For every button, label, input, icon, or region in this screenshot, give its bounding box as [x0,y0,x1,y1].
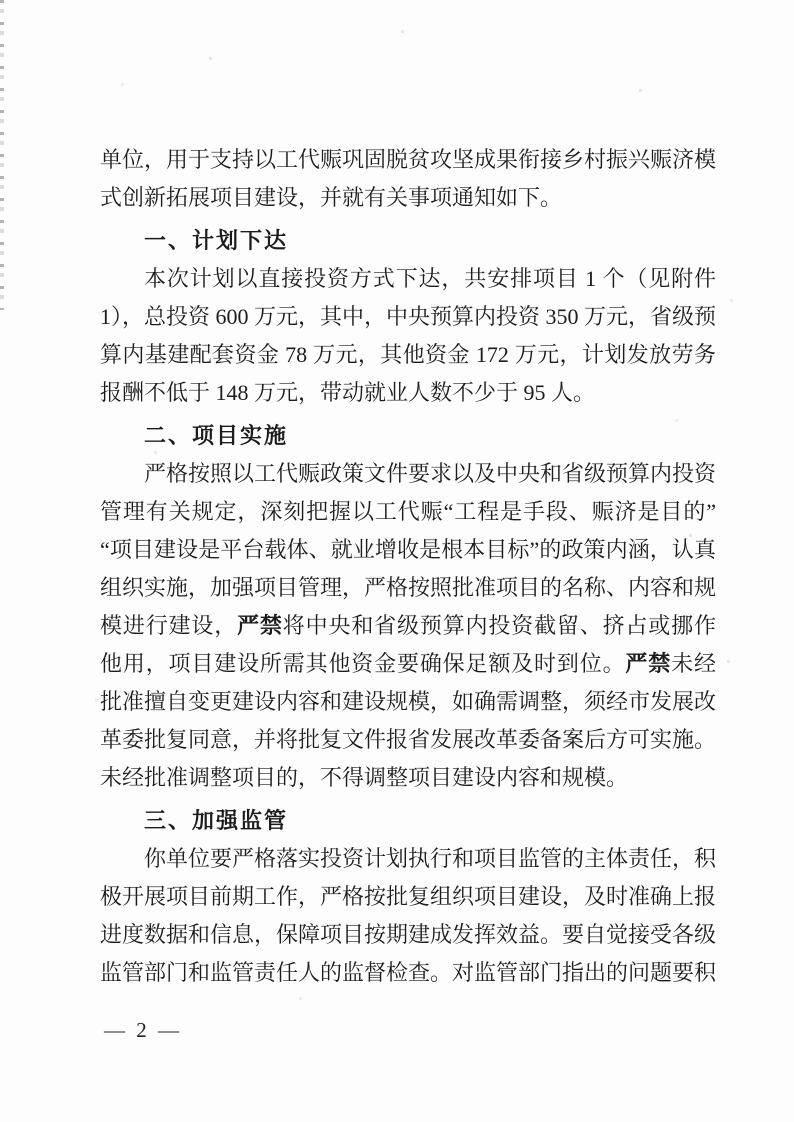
section2-text-1: 严格按照以工代赈政策文件要求以及中央和省级预算内投资管理有关规定，深刻把握以工代赈“工程是手段、赈济是目的”“项目建设是平台载体、就业增收是根本目标”的政策内涵，认真组织实施，加强项目管理，严格按照批准项目的名称、内容和规模进行建设， [100,461,717,638]
page-footer [104,1018,182,1043]
section1-paragraph: 本次计划以直接投资方式下达，共安排项目 1 个（见附件 1），总投资 600 万元，其中，中央预算内投资 350 万元，省级预算内基建配套资金 78 万元，其他资金 172 万元，计划发放劳务报酬不低于 148 万元，带动就业人数不少于 95 人。 [100,266,717,405]
section2-text-2: 将中央和省级预算内投资截留、挤占或挪作他用，项目建设所需其他资金要确保足额及时到位。 [100,613,716,676]
scan-speckles [0,0,1,1]
section1-heading: 一、计划下达 [144,228,289,253]
scan-edge-artifact [0,0,4,310]
section3-heading: 三、加强监管 [144,808,289,833]
section2-emphasis-2: 严禁 [625,651,672,676]
section2-heading: 二、项目实施 [144,423,289,448]
page-number: — 2 — [104,1018,182,1042]
section3-paragraph: 你单位要严格落实投资计划执行和项目监管的主体责任，积极开展项目前期工作，严格按批复组织项目建设，及时准确上报进度数据和信息，保障项目按期建成发挥效益。要自觉接受各级监管部门和监管责任人的监督检查。对监管部门指出的问题要积 [100,846,717,985]
section2-text-3: 未经批准擅自变更建设内容和建设规模，如确需调整，须经市发展改革委批复同意，并将批复文件报省发展改革委备案后方可实施。未经批准调整项目的，不得调整项目建设内容和规模。 [100,651,717,790]
section2-paragraph [100,455,716,797]
section2-emphasis-1: 严禁 [237,613,283,638]
paragraph-intro: 单位，用于支持以工代赈巩固脱贫攻坚成果衔接乡村振兴赈济模式创新拓展项目建设，并就有关事项通知如下。 [100,147,717,210]
document-body [100,141,716,992]
